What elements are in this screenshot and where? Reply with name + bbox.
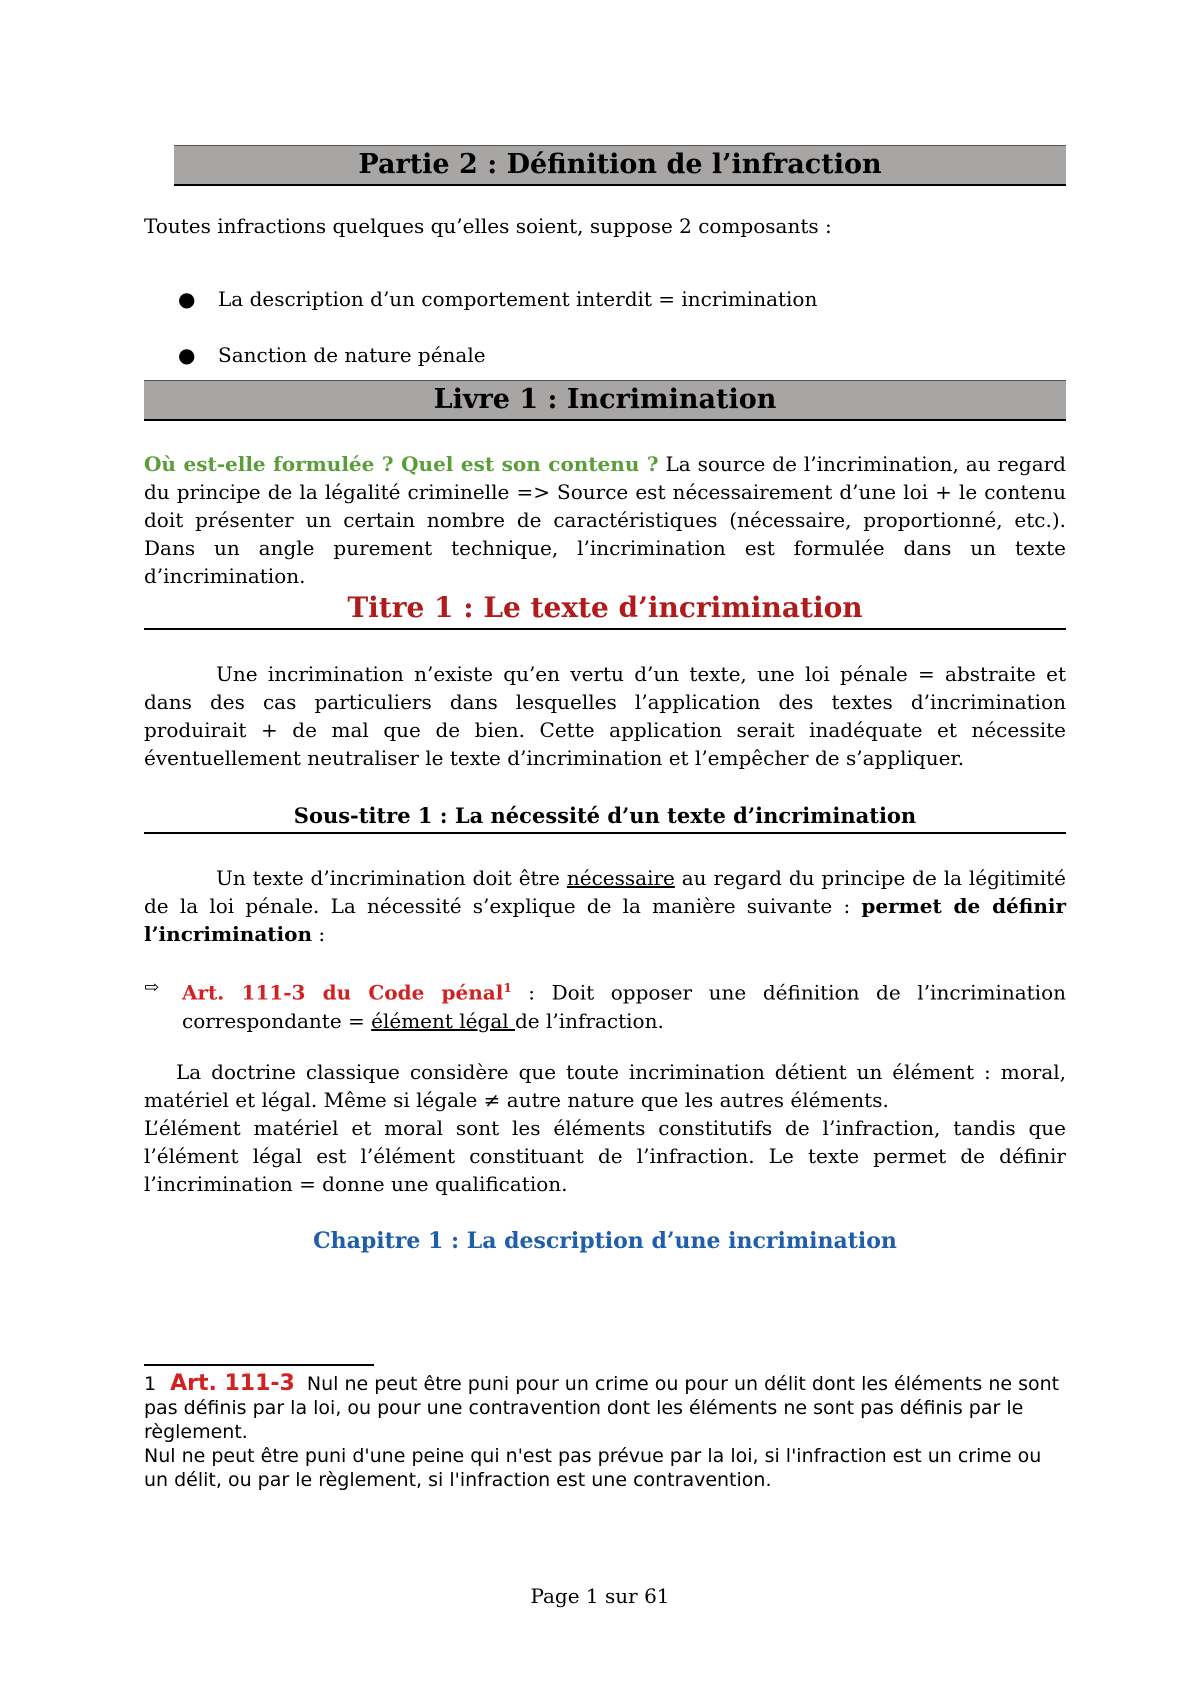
sous-titre-paragraph: [144, 864, 1066, 948]
titre-paragraph: Une incrimination n’existe qu’en vertu d’un texte, une loi pénale = abstraite et dans des cas particuliers dans lesquelles l’application des textes d’incrimination produirait + de mal que de bien. Cette application serait inadéquate et nécessite éventuellement neutraliser le texte d’incrimination et l’empêcher de s’appliquer.: [144, 662, 1066, 770]
bullet-text: Sanction de nature pénale: [218, 343, 486, 367]
text-segment: Un texte d’incrimination doit être: [216, 866, 567, 890]
bullet-icon: ●: [178, 343, 196, 367]
page-number: Page 1 sur 61: [530, 1584, 670, 1608]
text-segment: : Doit opposer une définition de l’incrimination correspondante =: [182, 980, 1067, 1033]
text-segment: :: [312, 922, 326, 946]
footnote-ref[interactable]: 1: [503, 981, 512, 995]
titre-heading: Titre 1 : Le texte d’incrimination: [144, 588, 1066, 630]
arrow-right-icon: ⇨: [144, 977, 160, 998]
text-segment: de l’infraction.: [515, 1008, 664, 1033]
underlined-term: élément légal: [371, 1008, 515, 1033]
question-text: Où est-elle formulée ? Quel est son contenu ?: [144, 452, 659, 476]
footnote-article: Art. 111-3: [170, 1371, 295, 1396]
bullet-text: La description d’un comportement interdit = incrimination: [218, 287, 818, 311]
partie-heading: Partie 2 : Définition de l’infraction: [174, 145, 1066, 186]
article-label: Art. 111-3 du Code pénal: [182, 980, 504, 1005]
footnote-number: 1: [144, 1373, 157, 1395]
text-segment: au regard du principe de la légitimité de la loi pénale. La nécessité s’explique de la manière suivante :: [144, 866, 1066, 918]
bold-term: permet de définir l’incrimination: [144, 894, 1066, 946]
livre-heading: Livre 1 : Incrimination: [144, 380, 1066, 421]
footnote: [144, 1372, 1066, 1492]
element-paragraph: L’élément matériel et moral sont les éléments constitutifs de l’infraction, tandis que l’élément légal est l’élément constituant de l’infraction. Le texte permet de définir l’incrimination = donne une qualification.: [144, 1116, 1066, 1196]
article-text: [182, 974, 1066, 1035]
doctrine-paragraph: La doctrine classique considère que toute incrimination détient un élément : moral, matériel et légal. Même si légale ≠ autre nature que les autres éléments.: [144, 1060, 1066, 1112]
bullet-icon: ●: [178, 287, 196, 311]
footnote-separator: [144, 1364, 374, 1366]
footnote-line: [144, 1372, 1066, 1444]
underlined-term: nécessaire: [566, 866, 675, 890]
livre-body-text: La source de l’incrimination, au regard du principe de la légalité criminelle => Source est nécessairement d’une loi + le contenu doit présenter un certain nombre de caractéristiques (nécessaire, proportionné, etc.). Dans un angle purement technique, l’incrimination est formulée dans un texte d’incrimination.: [144, 452, 1066, 588]
footnote-text: Nul ne peut être puni pour un crime ou pour un délit dont les éléments ne sont pas définis par la loi, ou pour une contravention dont les éléments ne sont pas définis par le règlement.: [144, 1373, 1060, 1443]
footnote-text-2: Nul ne peut être puni d'une peine qui n'est pas prévue par la loi, si l'infraction est un crime ou un délit, ou par le règlement, si l'infraction est une contravention.: [144, 1445, 1042, 1491]
livre-paragraph: [144, 450, 1066, 590]
intro-paragraph: Toutes infractions quelques qu’elles soient, suppose 2 composants :: [144, 214, 832, 238]
sous-titre-heading: Sous-titre 1 : La nécessité d’un texte d’incrimination: [144, 800, 1066, 834]
chapitre-heading: Chapitre 1 : La description d’une incrimination: [313, 1228, 897, 1254]
